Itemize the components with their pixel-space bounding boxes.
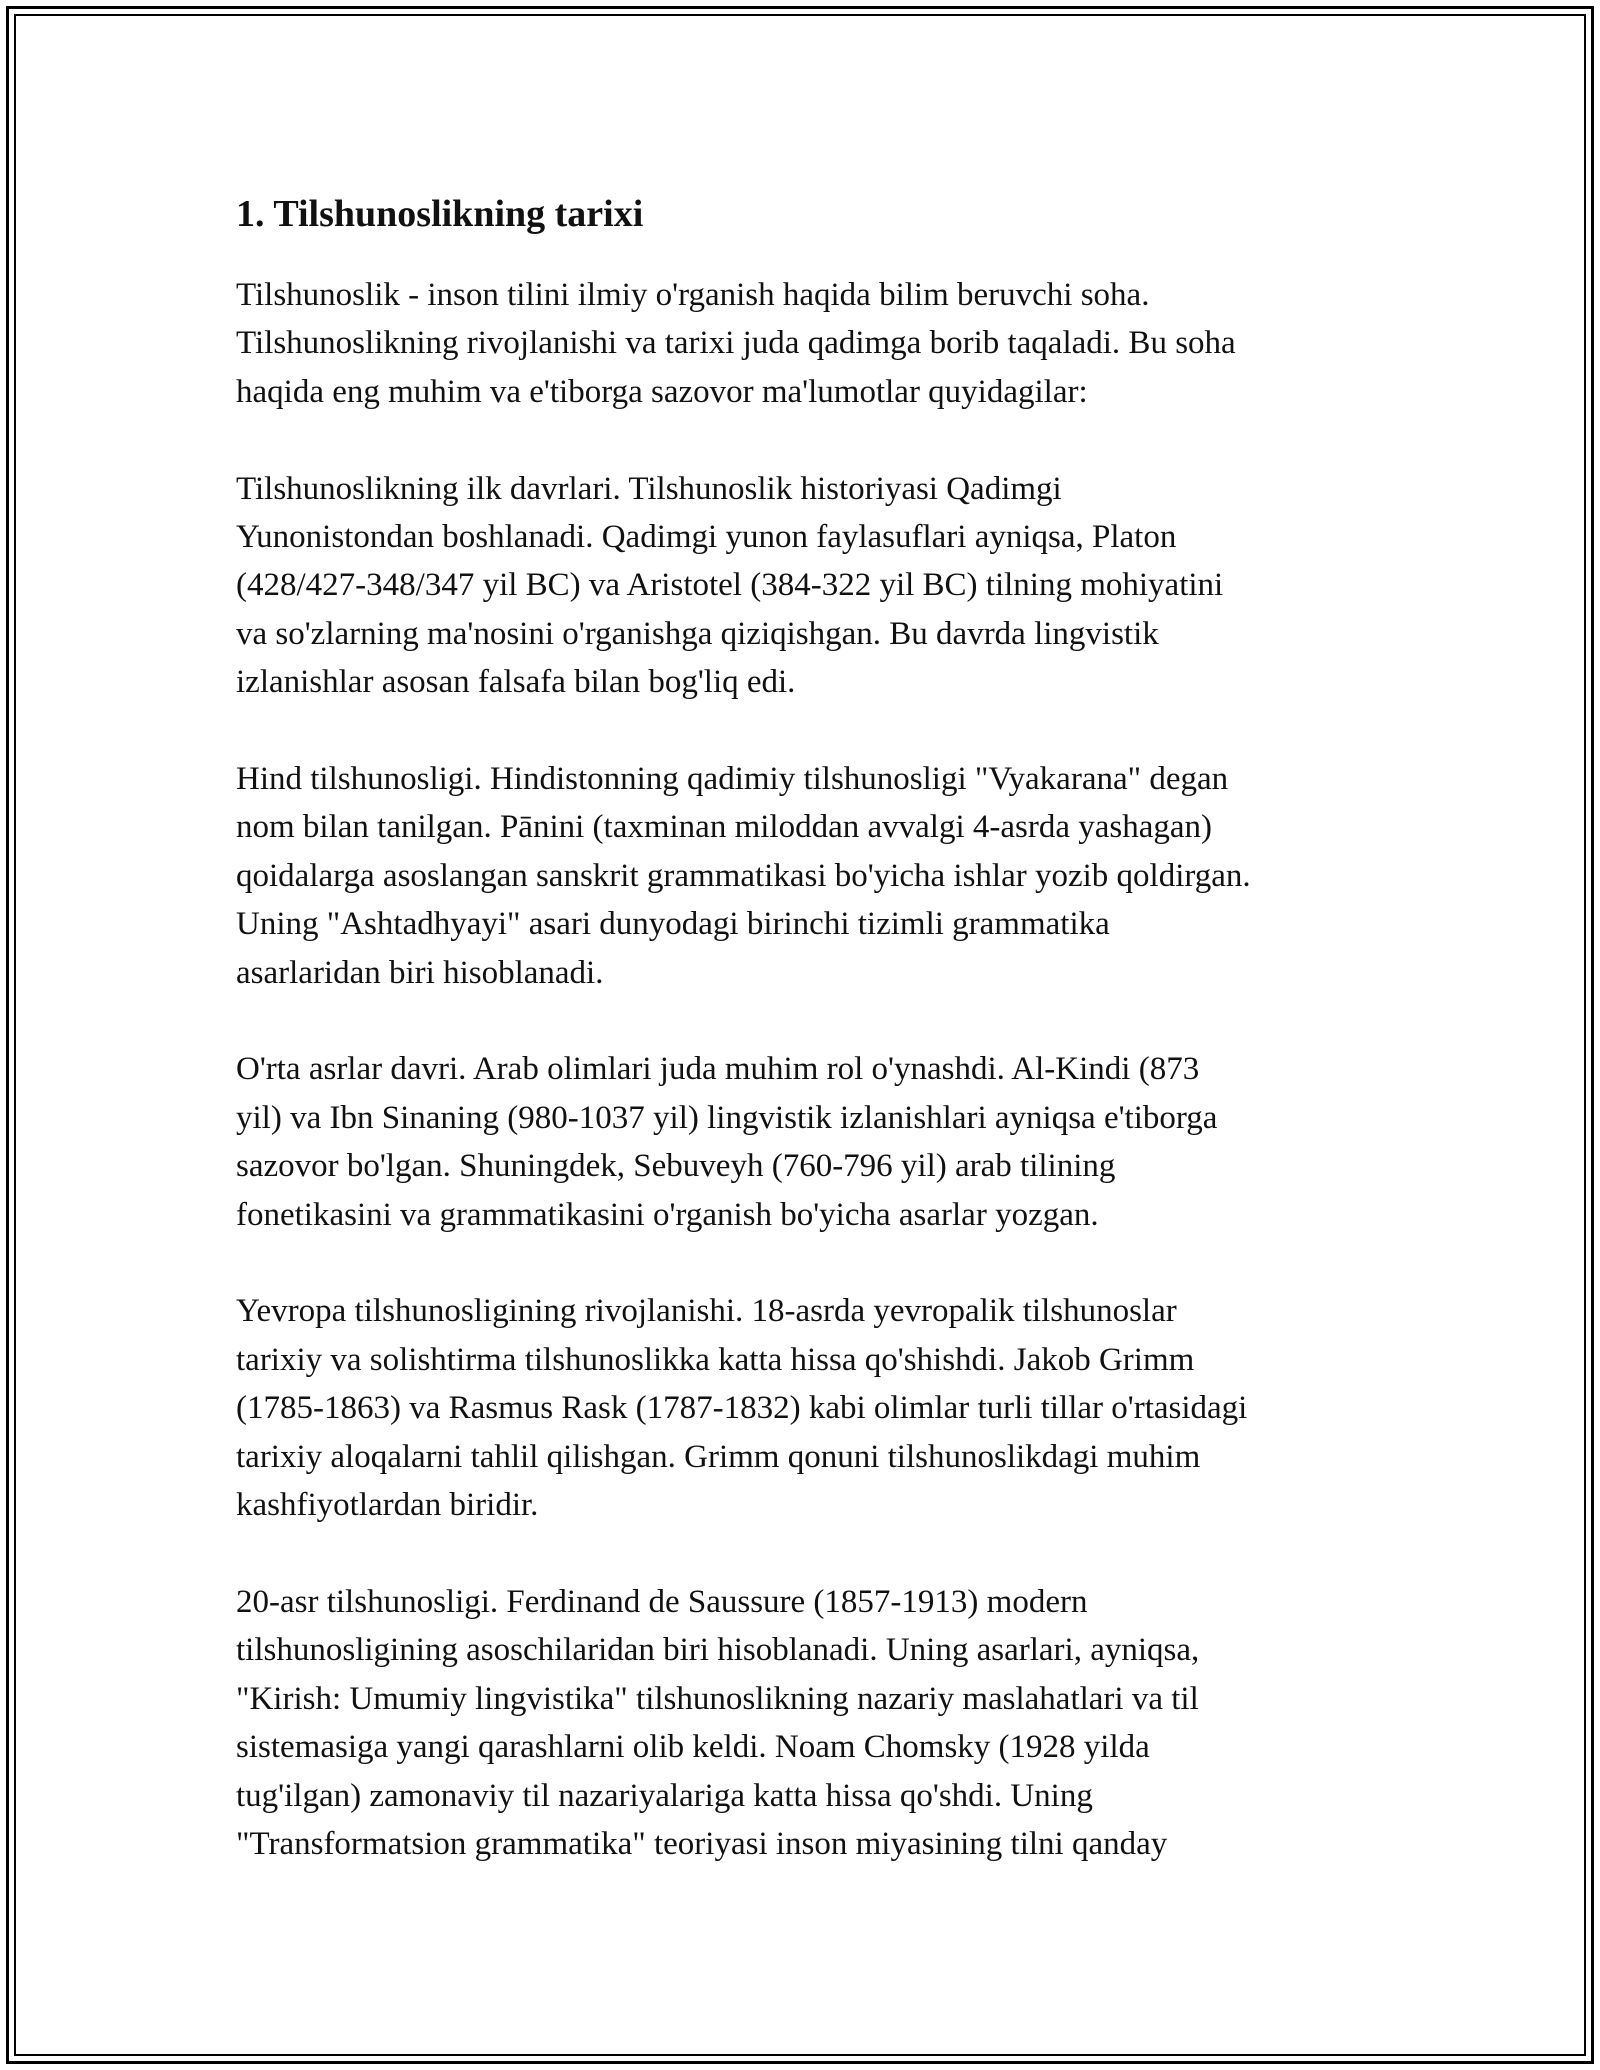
paragraph-european-linguistics: Yevropa tilshunosligining rivojlanishi. 18-asrda yevropalik tilshunoslar tarixiy va solishtirma tilshunoslikka katta hissa qo'shishdi. Jakob Grimm (1785-1863) va Rasmus Rask (1787-1832) kabi olimlar turli tillar o'rtasidagi tarixiy aloqalarni tahlil qilishgan. Grimm qonuni tilshunoslikdagi muhim kashfiyotlardan biridir. (236, 1293, 1248, 1524)
document-body (236, 185, 1376, 1917)
section-heading: 1. Tilshunoslikning tarixi (236, 193, 644, 235)
paragraph-middle-ages: O'rta asrlar davri. Arab olimlari juda muhim rol o'ynashdi. Al-Kindi (873 yil) va Ibn Sinaning (980-1037 yil) lingvistik izlanishlari ayniqsa e'tiborga sazovor bo'lgan. Shuningdek, Sebuveyh (760-796 yil) arab tilining fonetikasini va grammatikasini o'rganish bo'yicha asarlar yozgan. (236, 1051, 1218, 1233)
paragraph-intro: Tilshunoslik - inson tilini ilmiy o'rganish haqida bilim beruvchi soha. Tilshunoslikning rivojlanishi va tarixi juda qadimga borib taqaladi. Bu soha haqida eng muhim va e'tiborga sazovor ma'lumotlar quyidagilar: (236, 277, 1236, 410)
paragraph-early-period: Tilshunoslikning ilk davrlari. Tilshunoslik historiyasi Qadimgi Yunonistondan boshlanadi. Qadimgi yunon faylasuflari ayniqsa, Platon (428/427-348/347 yil BC) va Aristotel (384-322 yil BC) tilning mohiyatini va so'zlarning ma'nosini o'rganishga qiziqishgan. Bu davrda lingvistik izlanishlar asosan falsafa bilan bog'liq edi. (236, 470, 1224, 701)
paragraph-indian-linguistics: Hind tilshunosligi. Hindistonning qadimiy tilshunosligi "Vyakarana" degan nom bilan tanilgan. Pānini (taxminan miloddan avvalgi 4-asrda yashagan) qoidalarga asoslangan sanskrit grammatikasi bo'yicha ishlar yozib qoldirgan. Uning "Ashtadhyayi" asari dunyodagi birinchi tizimli grammatika asarlaridan biri hisoblanadi. (236, 761, 1251, 991)
paragraph-20th-century: 20-asr tilshunosligi. Ferdinand de Saussure (1857-1913) modern tilshunosligining asoschilaridan biri hisoblanadi. Uning asarlari, ayniqsa, "Kirish: Umumiy lingvistika" tilshunoslikning nazariy maslahatlari va til sistemasiga yangi qarashlarni olib keldi. Noam Chomsky (1928 yilda tug'ilgan) zamonaviy til nazariyalariga katta hissa qo'shdi. Uning "Transformatsion grammatika" teoriyasi inson miyasining tilni qanday (236, 1583, 1200, 1862)
